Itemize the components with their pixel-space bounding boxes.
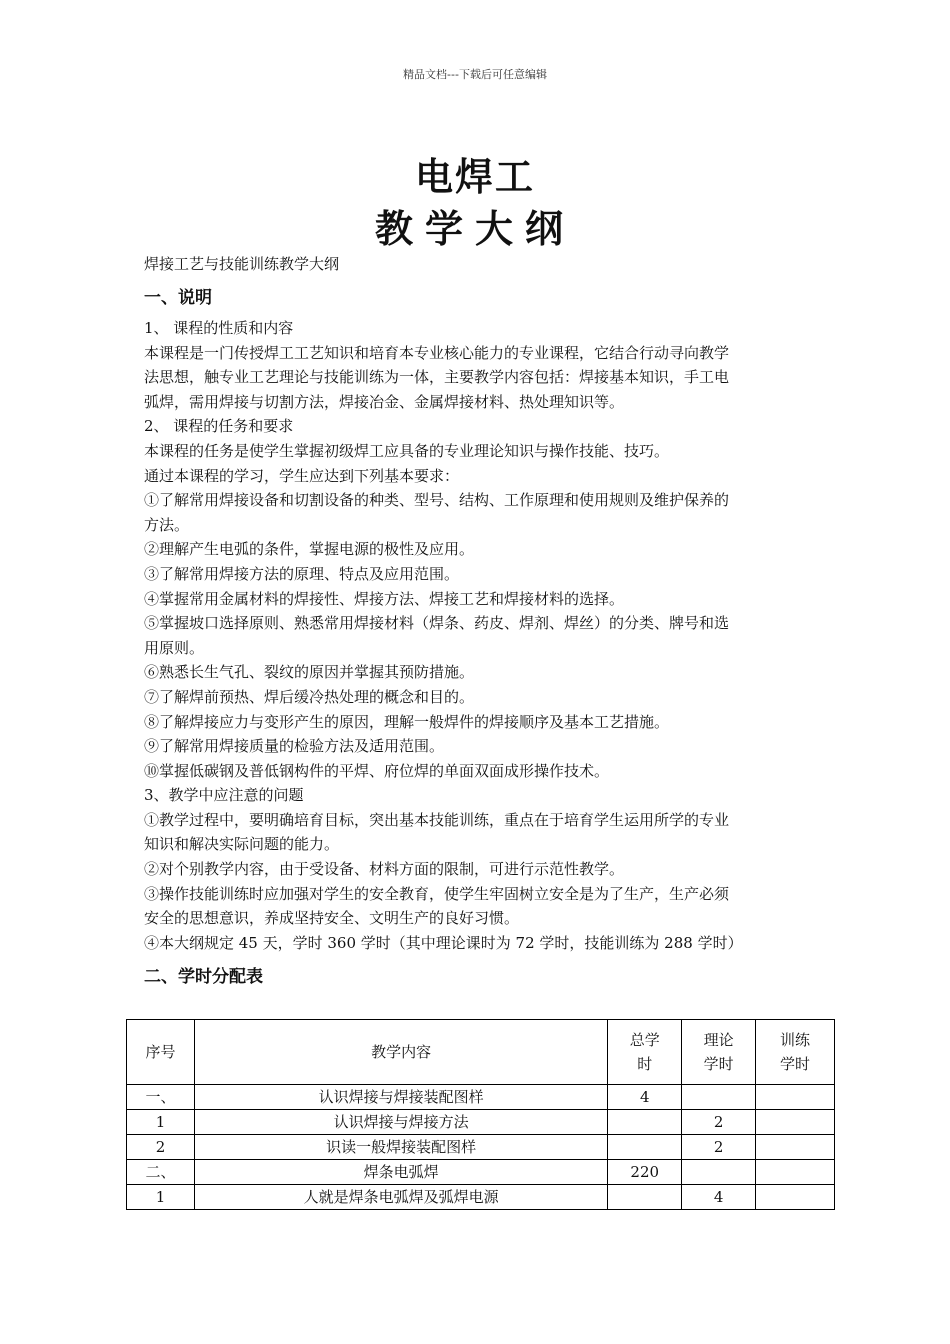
cell-number: 一、	[127, 1085, 195, 1110]
table-row	[127, 1160, 835, 1185]
paragraph-line: 通过本课程的学习，学生应达到下列基本要求：	[144, 466, 460, 485]
cell-number: 二、	[127, 1160, 195, 1185]
cell-theory: 2	[682, 1110, 756, 1135]
cell-total	[608, 1135, 682, 1160]
paragraph-line: ②对个别教学内容，由于受设备、材料方面的限制，可进行示范性教学。	[144, 860, 625, 879]
cell-practice	[756, 1185, 835, 1210]
document-subtitle: 焊接工艺与技能训练教学大纲	[144, 255, 340, 273]
page-header-note: 精品文档---下载后可任意编辑	[403, 68, 547, 81]
paragraph-line: ③了解常用焊接方法的原理、特点及应用范围。	[144, 564, 460, 583]
cell-theory	[682, 1085, 756, 1110]
section-2-heading: 二、学时分配表	[144, 967, 263, 988]
cell-practice	[756, 1085, 835, 1110]
cell-content: 人就是焊条电弧焊及弧焊电源	[194, 1185, 607, 1210]
table-row	[127, 1185, 835, 1210]
cell-total	[608, 1185, 682, 1210]
paragraph-line: ⑤掌握坡口选择原则、熟悉常用焊接材料（焊条、药皮、焊剂、焊丝）的分类、牌号和选	[144, 614, 730, 633]
cell-number: 1	[127, 1185, 195, 1210]
table-row	[127, 1135, 835, 1160]
paragraph-line: 本课程的任务是使学生掌握初级焊工应具备的专业理论知识与操作技能、技巧。	[144, 441, 670, 460]
header-practice-hours: 训练 学时	[756, 1020, 835, 1085]
paragraph-line: 2、 课程的任务和要求	[144, 417, 294, 436]
cell-practice	[756, 1110, 835, 1135]
cell-content: 认识焊接与焊接装配图样	[194, 1085, 607, 1110]
cell-content: 识读一般焊接装配图样	[194, 1135, 607, 1160]
cell-content: 焊条电弧焊	[194, 1160, 607, 1185]
cell-number: 2	[127, 1135, 195, 1160]
header-teaching-content: 教学内容	[194, 1020, 607, 1085]
paragraph-line: ⑦了解焊前预热、焊后缓冷热处理的概念和目的。	[144, 687, 475, 706]
cell-number: 1	[127, 1110, 195, 1135]
cell-total	[608, 1110, 682, 1135]
paragraph-line: ①了解常用焊接设备和切割设备的种类、型号、结构、工作原理和使用规则及维护保养的	[144, 491, 730, 510]
section-1-heading: 一、说明	[144, 288, 212, 308]
paragraph-line: 弧焊，需用焊接与切割方法，焊接冶金、金属焊接材料、热处理知识等。	[144, 392, 625, 411]
paragraph-line: 3、教学中应注意的问题	[144, 786, 304, 805]
cell-total: 4	[608, 1085, 682, 1110]
header-sequence-number: 序号	[127, 1020, 195, 1085]
table-row	[127, 1110, 835, 1135]
cell-theory: 4	[682, 1185, 756, 1210]
cell-practice	[756, 1135, 835, 1160]
paragraph-line: ⑨了解常用焊接质量的检验方法及适用范围。	[144, 737, 445, 756]
paragraph-line: 方法。	[144, 515, 190, 534]
cell-theory	[682, 1160, 756, 1185]
paragraph-line: 法思想，触专业工艺理论与技能训练为一体，主要教学内容包括：焊接基本知识，手工电	[144, 368, 730, 387]
paragraph-line: 用原则。	[144, 638, 205, 657]
document-title-line-2: 教学大纲	[374, 206, 575, 251]
paragraph-line: 安全的思想意识，养成坚持安全、文明生产的良好习惯。	[144, 909, 520, 928]
table-header-row	[127, 1020, 835, 1085]
paragraph-line: ⑥熟悉长生气孔、裂纹的原因并掌握其预防措施。	[144, 663, 475, 682]
paragraph-line: 知识和解决实际问题的能力。	[144, 835, 340, 854]
paragraph-line: ⑧了解焊接应力与变形产生的原因，理解一般焊件的焊接顺序及基本工艺措施。	[144, 712, 670, 731]
header-theory-hours: 理论 学时	[682, 1020, 756, 1085]
cell-practice	[756, 1160, 835, 1185]
header-total-hours: 总学 时	[608, 1020, 682, 1085]
document-title-line-1: 电焊工	[414, 154, 535, 199]
document-body	[144, 252, 814, 995]
paragraph-line: ④本大纲规定 45 天，学时 360 学时（其中理论课时为 72 学时，技能训练为 288 学时）	[144, 933, 743, 952]
cell-theory: 2	[682, 1135, 756, 1160]
paragraph-line: ②理解产生电弧的条件，掌握电源的极性及应用。	[144, 540, 475, 559]
cell-content: 认识焊接与焊接方法	[194, 1110, 607, 1135]
section-1-body	[144, 316, 814, 955]
hours-allocation-table	[126, 1019, 835, 1210]
cell-total: 220	[608, 1160, 682, 1185]
paragraph-line: ④掌握常用金属材料的焊接性、焊接方法、焊接工艺和焊接材料的选择。	[144, 589, 625, 608]
paragraph-line: ⑩掌握低碳钢及普低钢构件的平焊、府位焊的单面双面成形操作技术。	[144, 761, 610, 780]
paragraph-line: ③操作技能训练时应加强对学生的安全教育，使学生牢固树立安全是为了生产，生产必须	[144, 884, 730, 903]
paragraph-line: ①教学过程中，要明确培育目标，突出基本技能训练，重点在于培育学生运用所学的专业	[144, 810, 730, 829]
paragraph-line: 1、 课程的性质和内容	[144, 319, 294, 337]
paragraph-line: 本课程是一门传授焊工工艺知识和培育本专业核心能力的专业课程，它结合行动寻向教学	[144, 343, 730, 362]
table-row	[127, 1085, 835, 1110]
